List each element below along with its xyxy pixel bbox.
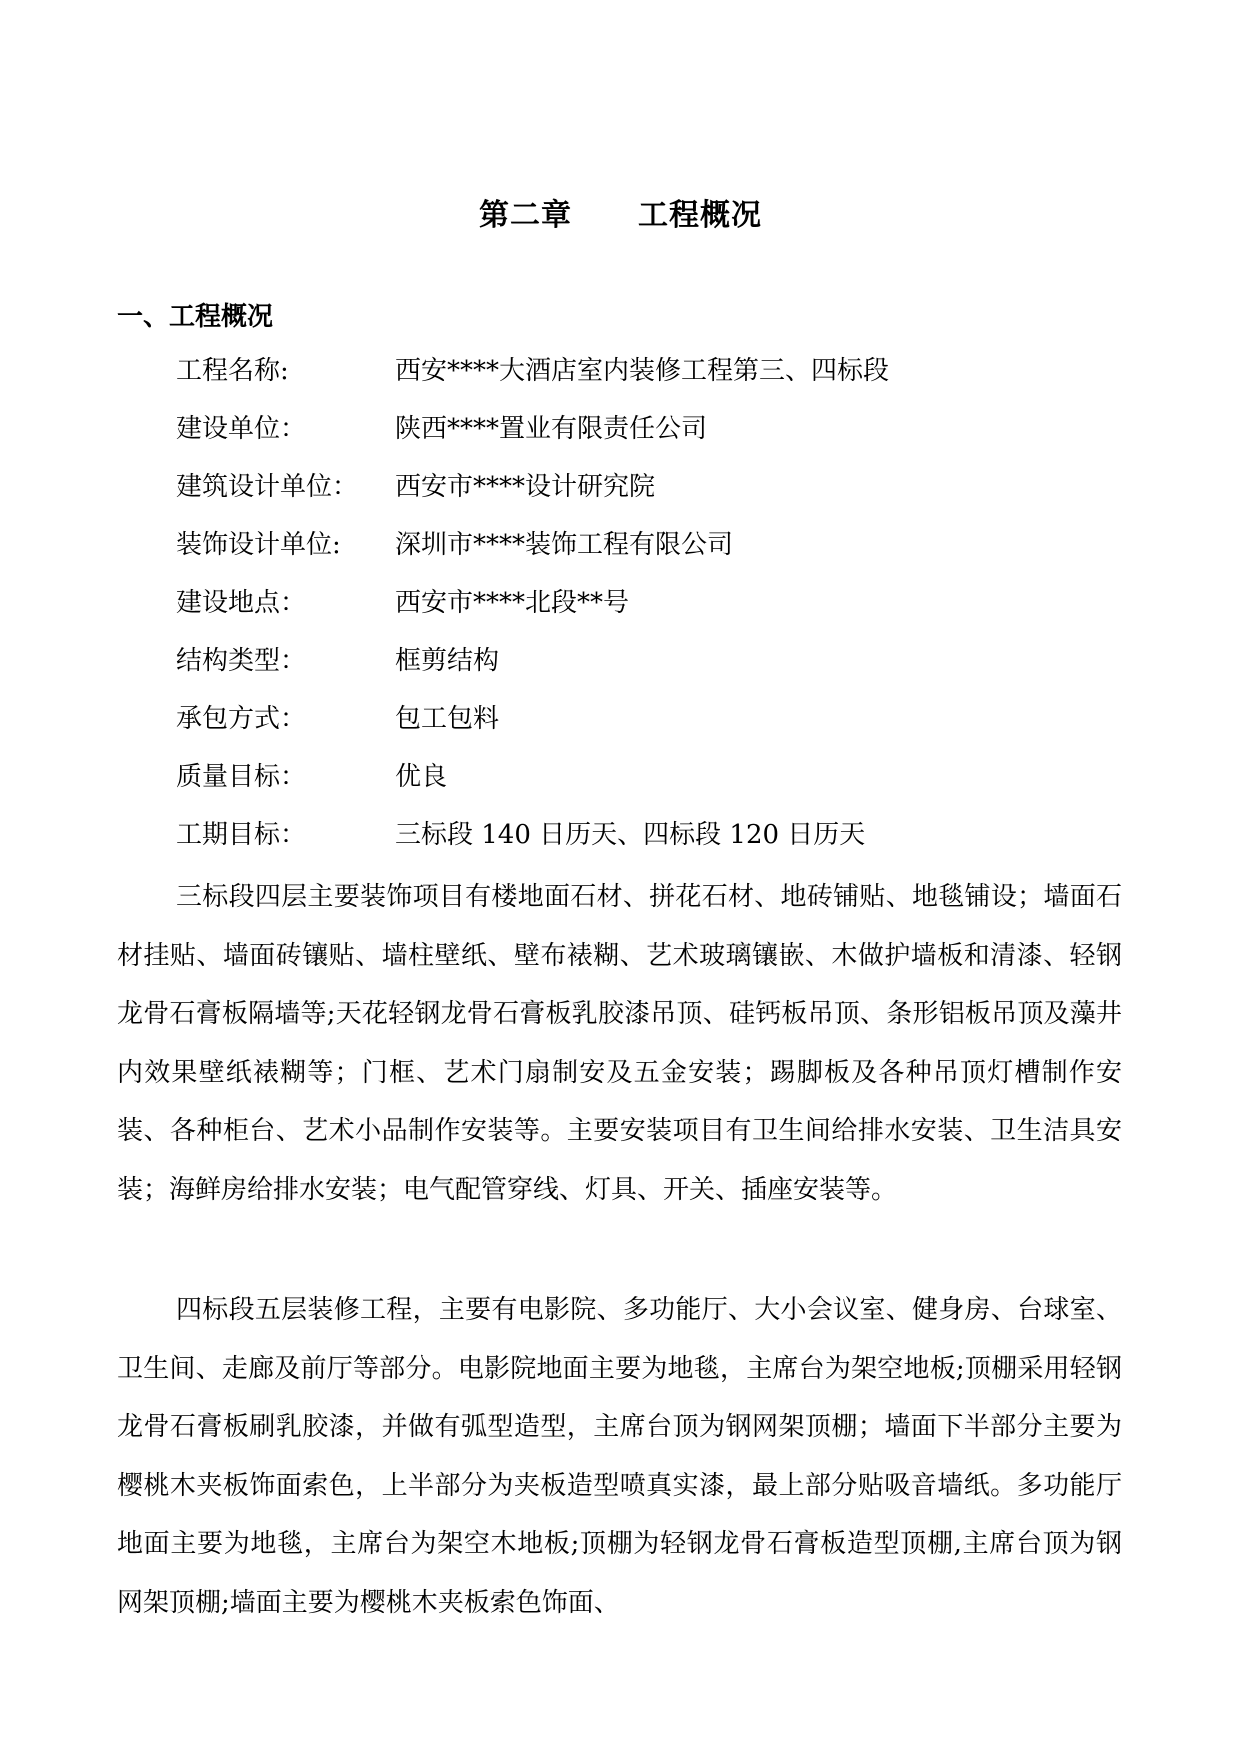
chapter-title (0, 196, 1241, 236)
body-paragraph-section-three: 三标段四层主要装饰项目有楼地面石材、拼花石材、地砖铺贴、地毯铺设；墙面石材挂贴、墙面砖镶贴、墙柱壁纸、壁布裱糊、艺术玻璃镶嵌、木做护墙板和清漆、轻钢龙骨石膏板隔墙等;天花轻钢龙骨石膏板乳胶漆吊顶、硅钙板吊顶、条形铝板吊顶及藻井内效果壁纸裱糊等；门框、艺术门扇制安及五金安装；踢脚板及各种吊顶灯槽制作安装、各种柜台、艺术小品制作安装等。主要安装项目有卫生间给排水安装、卫生洁具安装；海鲜房给排水安装；电气配管穿线、灯具、开关、插座安装等。 (117, 882, 1122, 1205)
body-paragraph-section-four: 四标段五层装修工程，主要有电影院、多功能厅、大小会议室、健身房、台球室、卫生间、走廊及前厅等部分。电影院地面主要为地毯，主席台为架空地板;顶棚采用轻钢龙骨石膏板刷乳胶漆，并做有弧型造型，主席台顶为钢网架顶棚；墙面下半部分主要为樱桃木夹板饰面索色，上半部分为夹板造型喷真实漆，最上部分贴吸音墙纸。多功能厅地面主要为地毯，主席台为架空木地板;顶棚为轻钢龙骨石膏板造型顶棚,主席台顶为钢网架顶棚;墙面主要为樱桃木夹板索色饰面、 (117, 1295, 1122, 1618)
info-label: 质量目标： (176, 762, 307, 792)
info-row-decoration-designer (176, 527, 889, 585)
info-label: 装饰设计单位: (176, 530, 341, 560)
info-label: 承包方式： (176, 704, 307, 734)
info-row-contract-mode (176, 701, 889, 759)
chapter-name: 工程概况 (638, 198, 762, 233)
info-row-schedule-target (176, 817, 889, 875)
info-value: 西安****大酒店室内装修工程第三、四标段 (395, 356, 890, 386)
info-label: 结构类型： (176, 646, 307, 676)
info-row-owner (176, 411, 889, 469)
info-value: 三标段 140 日历天、四标段 120 日历天 (395, 820, 866, 850)
info-value: 包工包料 (395, 704, 500, 734)
info-row-architect (176, 469, 889, 527)
info-row-structure-type (176, 643, 889, 701)
info-label: 建设单位： (176, 414, 307, 444)
info-row-location (176, 585, 889, 643)
info-row-quality-target (176, 759, 889, 817)
info-value: 深圳市****装饰工程有限公司 (395, 530, 734, 560)
info-label: 工程名称: (176, 356, 289, 386)
chapter-number: 第二章 (479, 198, 572, 233)
info-value: 框剪结构 (395, 646, 500, 676)
info-value: 西安市****设计研究院 (395, 472, 656, 502)
info-value: 西安市****北段**号 (395, 588, 630, 618)
info-value: 优良 (395, 762, 448, 792)
info-label: 工期目标： (176, 820, 307, 850)
project-info-list (176, 353, 889, 875)
info-value: 陕西****置业有限责任公司 (395, 414, 708, 444)
info-label: 建设地点： (176, 588, 307, 618)
info-row-project-name (176, 353, 889, 411)
section-heading: 一、工程概况 (117, 302, 274, 332)
info-label: 建筑设计单位： (176, 472, 359, 502)
